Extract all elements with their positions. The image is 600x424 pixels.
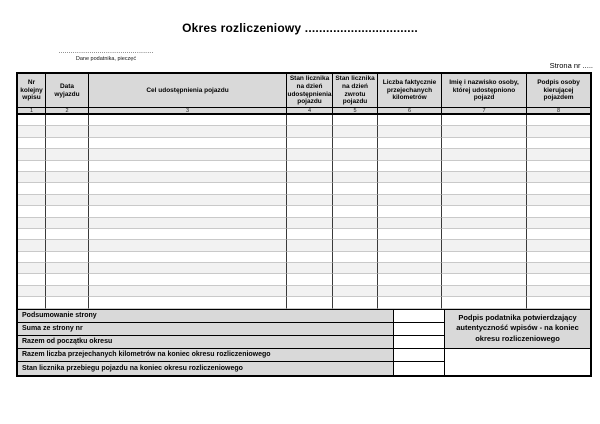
body-cell bbox=[527, 263, 590, 274]
header-cell-kilometers-driven: Liczba faktycznie przejechanych kilometrów bbox=[378, 74, 442, 108]
body-cell bbox=[333, 161, 378, 172]
body-cell bbox=[287, 240, 333, 251]
header-cell-entry-number: Nr kolejny wpisu bbox=[18, 74, 46, 108]
body-cell bbox=[442, 206, 527, 217]
table-row bbox=[18, 149, 590, 160]
body-cell bbox=[378, 240, 442, 251]
body-cell bbox=[18, 183, 46, 194]
body-cell bbox=[378, 149, 442, 160]
summary-label-total-kilometers-period-end: Razem liczba przejechanych kilometrów na koniec okresu rozliczeniowego bbox=[18, 349, 394, 362]
body-cell bbox=[527, 286, 590, 297]
body-cell bbox=[46, 115, 89, 126]
header-cell-odometer-start: Stan licznika na dzień udostępnienia pojazdu bbox=[287, 74, 333, 108]
body-cell bbox=[527, 206, 590, 217]
body-cell bbox=[527, 297, 590, 308]
body-cell bbox=[18, 286, 46, 297]
body-cell bbox=[378, 161, 442, 172]
body-cell bbox=[46, 149, 89, 160]
body-cell bbox=[89, 229, 287, 240]
body-cell bbox=[287, 172, 333, 183]
body-cell bbox=[378, 218, 442, 229]
body-cell bbox=[287, 229, 333, 240]
body-cell bbox=[527, 138, 590, 149]
body-cell bbox=[46, 183, 89, 194]
body-cell bbox=[46, 138, 89, 149]
body-cell bbox=[89, 115, 287, 126]
body-cell bbox=[46, 286, 89, 297]
body-cell bbox=[442, 286, 527, 297]
summary-label-odometer-period-end: Stan licznika przebiegu pojazdu na koniec okresu rozliczeniowego bbox=[18, 362, 394, 375]
body-cell bbox=[442, 218, 527, 229]
body-cell bbox=[46, 297, 89, 308]
body-cell bbox=[333, 240, 378, 251]
body-cell bbox=[18, 149, 46, 160]
body-cell bbox=[442, 138, 527, 149]
body-cell bbox=[287, 149, 333, 160]
body-cell bbox=[527, 195, 590, 206]
body-cell bbox=[18, 195, 46, 206]
body-cell bbox=[527, 183, 590, 194]
header-cell-departure-date: Data wyjazdu bbox=[46, 74, 89, 108]
body-cell bbox=[378, 252, 442, 263]
column-number: 6 bbox=[378, 108, 442, 113]
body-cell bbox=[46, 126, 89, 137]
table-row bbox=[18, 297, 590, 308]
body-cell bbox=[89, 161, 287, 172]
body-cell bbox=[89, 149, 287, 160]
body-cell bbox=[18, 206, 46, 217]
body-cell bbox=[378, 286, 442, 297]
body-cell bbox=[89, 263, 287, 274]
body-cell bbox=[527, 274, 590, 285]
summary-value-page-total bbox=[394, 310, 445, 323]
table-row bbox=[18, 115, 590, 126]
body-cell bbox=[89, 286, 287, 297]
body-cell bbox=[378, 138, 442, 149]
body-cell bbox=[89, 172, 287, 183]
body-cell bbox=[46, 252, 89, 263]
taxpayer-signature-box: Podpis podatnika potwierdzający autentyczność wpisów - na koniec okresu rozliczeniowego bbox=[445, 310, 590, 349]
body-cell bbox=[18, 229, 46, 240]
body-cell bbox=[287, 206, 333, 217]
body-cell bbox=[46, 229, 89, 240]
summary-value-total-from-period-start bbox=[394, 336, 445, 349]
page-title: Okres rozliczeniowy ................................ bbox=[182, 21, 418, 35]
column-number: 2 bbox=[46, 108, 89, 113]
body-cell bbox=[287, 297, 333, 308]
body-cell bbox=[89, 252, 287, 263]
body-cell bbox=[18, 218, 46, 229]
body-cell bbox=[442, 297, 527, 308]
body-cell bbox=[442, 115, 527, 126]
body-cell bbox=[18, 263, 46, 274]
table-row bbox=[18, 218, 590, 229]
header-cell-purpose: Cel udostępnienia pojazdu bbox=[89, 74, 287, 108]
body-cell bbox=[442, 263, 527, 274]
body-cell bbox=[333, 138, 378, 149]
body-cell bbox=[46, 274, 89, 285]
body-cell bbox=[287, 195, 333, 206]
body-cell bbox=[527, 218, 590, 229]
body-cell bbox=[89, 126, 287, 137]
body-cell bbox=[287, 252, 333, 263]
body-cell bbox=[442, 229, 527, 240]
body-cell bbox=[527, 240, 590, 251]
body-cell bbox=[378, 229, 442, 240]
table-row bbox=[18, 240, 590, 251]
body-cell bbox=[442, 149, 527, 160]
body-cell bbox=[46, 195, 89, 206]
body-cell bbox=[333, 206, 378, 217]
header-cell-odometer-return: Stan licznika na dzień zwrotu pojazdu bbox=[333, 74, 378, 108]
body-cell bbox=[442, 252, 527, 263]
column-number-row bbox=[18, 108, 590, 115]
column-number: 5 bbox=[333, 108, 378, 113]
body-cell bbox=[287, 115, 333, 126]
mileage-table bbox=[16, 72, 592, 377]
body-cell bbox=[442, 240, 527, 251]
body-cell bbox=[18, 252, 46, 263]
signature-blank-area bbox=[445, 349, 590, 375]
column-number: 8 bbox=[527, 108, 590, 113]
page-number-label: Strona nr ..... bbox=[549, 61, 593, 70]
table-row bbox=[18, 195, 590, 206]
body-cell bbox=[18, 240, 46, 251]
body-cell bbox=[46, 240, 89, 251]
stamp-caption: Dane podatnika, pieczęć bbox=[75, 56, 137, 62]
table-row bbox=[18, 206, 590, 217]
column-number: 1 bbox=[18, 108, 46, 113]
stamp-dotted-line: .............................................. bbox=[58, 49, 154, 55]
body-cell bbox=[287, 183, 333, 194]
body-cell bbox=[442, 161, 527, 172]
body-cell bbox=[89, 138, 287, 149]
table-row bbox=[18, 172, 590, 183]
body-cell bbox=[378, 206, 442, 217]
body-cell bbox=[287, 274, 333, 285]
table-header-row bbox=[18, 74, 590, 108]
body-cell bbox=[287, 138, 333, 149]
body-cell bbox=[333, 115, 378, 126]
body-cell bbox=[287, 161, 333, 172]
table-summary bbox=[18, 309, 590, 375]
body-cell bbox=[527, 252, 590, 263]
taxpayer-stamp-area bbox=[56, 49, 156, 63]
body-cell bbox=[46, 218, 89, 229]
body-cell bbox=[442, 126, 527, 137]
body-cell bbox=[442, 172, 527, 183]
body-cell bbox=[18, 274, 46, 285]
table-row bbox=[18, 229, 590, 240]
body-cell bbox=[378, 126, 442, 137]
body-cell bbox=[442, 195, 527, 206]
summary-label-page-total: Podsumowanie strony bbox=[18, 310, 394, 323]
body-cell bbox=[333, 172, 378, 183]
body-cell bbox=[18, 172, 46, 183]
body-cell bbox=[527, 149, 590, 160]
table-body bbox=[18, 115, 590, 309]
body-cell bbox=[89, 274, 287, 285]
body-cell bbox=[89, 240, 287, 251]
body-cell bbox=[333, 229, 378, 240]
body-cell bbox=[378, 274, 442, 285]
body-cell bbox=[333, 263, 378, 274]
table-row bbox=[18, 126, 590, 137]
body-cell bbox=[287, 218, 333, 229]
body-cell bbox=[89, 218, 287, 229]
body-cell bbox=[378, 195, 442, 206]
body-cell bbox=[527, 115, 590, 126]
body-cell bbox=[442, 183, 527, 194]
body-cell bbox=[333, 149, 378, 160]
header-cell-person-name: Imię i nazwisko osoby, której udostępniono pojazd bbox=[442, 74, 527, 108]
summary-value-sum-from-page bbox=[394, 323, 445, 336]
body-cell bbox=[287, 263, 333, 274]
header-cell-driver-signature: Podpis osoby kierującej pojazdem bbox=[527, 74, 590, 108]
body-cell bbox=[46, 161, 89, 172]
body-cell bbox=[89, 297, 287, 308]
body-cell bbox=[18, 297, 46, 308]
table-row bbox=[18, 252, 590, 263]
body-cell bbox=[46, 172, 89, 183]
body-cell bbox=[333, 286, 378, 297]
body-cell bbox=[527, 161, 590, 172]
body-cell bbox=[333, 252, 378, 263]
body-cell bbox=[89, 206, 287, 217]
body-cell bbox=[378, 297, 442, 308]
table-row bbox=[18, 138, 590, 149]
body-cell bbox=[333, 297, 378, 308]
summary-label-sum-from-page: Suma ze strony nr bbox=[18, 323, 394, 336]
summary-label-total-from-period-start: Razem od początku okresu bbox=[18, 336, 394, 349]
body-cell bbox=[18, 138, 46, 149]
body-cell bbox=[46, 206, 89, 217]
body-cell bbox=[527, 126, 590, 137]
body-cell bbox=[333, 195, 378, 206]
table-row bbox=[18, 274, 590, 285]
column-number: 4 bbox=[287, 108, 333, 113]
table-row bbox=[18, 286, 590, 297]
body-cell bbox=[89, 183, 287, 194]
body-cell bbox=[527, 229, 590, 240]
body-cell bbox=[378, 183, 442, 194]
body-cell bbox=[527, 172, 590, 183]
column-number: 7 bbox=[442, 108, 527, 113]
summary-value-odometer-period-end bbox=[394, 362, 445, 375]
body-cell bbox=[378, 172, 442, 183]
column-number: 3 bbox=[89, 108, 287, 113]
body-cell bbox=[333, 126, 378, 137]
body-cell bbox=[333, 274, 378, 285]
summary-value-total-kilometers-period-end bbox=[394, 349, 445, 362]
table-row bbox=[18, 263, 590, 274]
body-cell bbox=[442, 274, 527, 285]
body-cell bbox=[89, 195, 287, 206]
table-row bbox=[18, 183, 590, 194]
body-cell bbox=[18, 161, 46, 172]
body-cell bbox=[287, 126, 333, 137]
table-row bbox=[18, 161, 590, 172]
body-cell bbox=[18, 115, 46, 126]
body-cell bbox=[378, 115, 442, 126]
body-cell bbox=[333, 218, 378, 229]
body-cell bbox=[46, 263, 89, 274]
body-cell bbox=[287, 286, 333, 297]
body-cell bbox=[333, 183, 378, 194]
body-cell bbox=[378, 263, 442, 274]
body-cell bbox=[18, 126, 46, 137]
